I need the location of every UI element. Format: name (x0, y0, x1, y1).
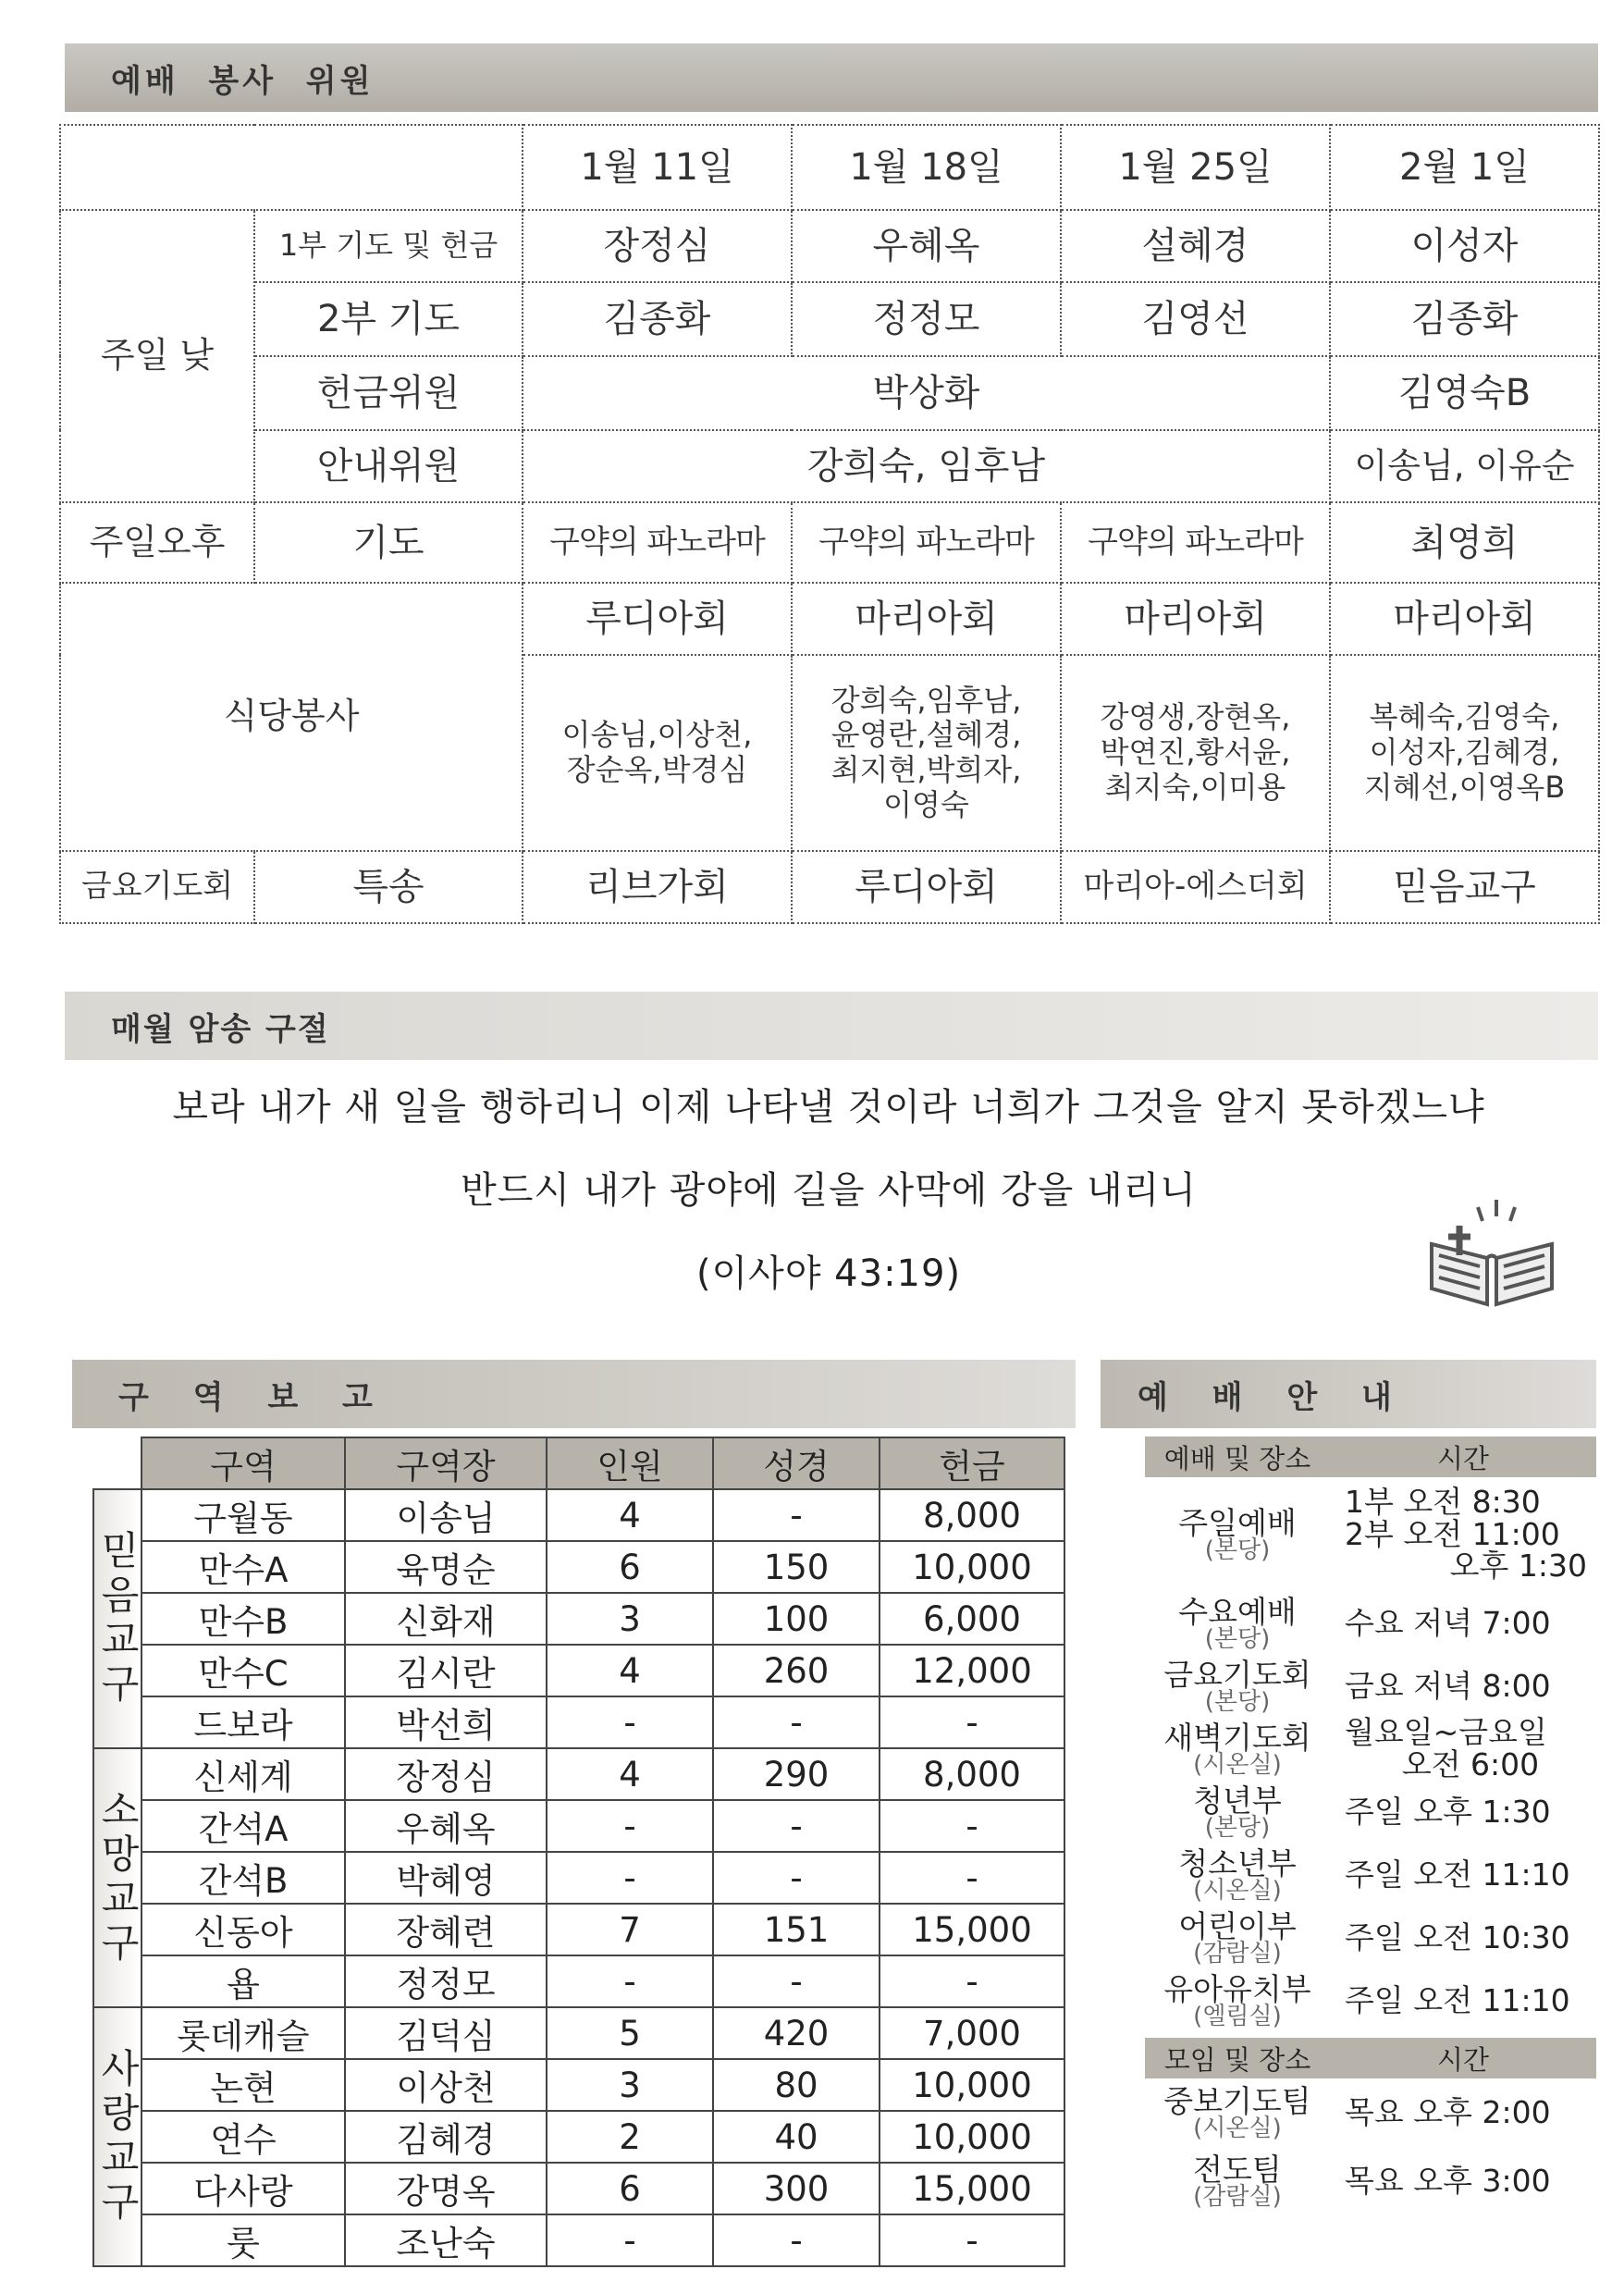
table-row: 논현 이상천 3 80 10,000 (93, 2059, 1064, 2111)
bible-icon (1422, 1189, 1561, 1314)
sunday-pm-label: 주일오후 (60, 502, 254, 583)
list-item: 금요기도회 (본당) 금요 저녁 8:00 (1163, 1656, 1551, 1716)
date-1: 1월 11일 (523, 125, 792, 210)
date-4: 2월 1일 (1330, 125, 1599, 210)
prayer1-row (60, 210, 1599, 282)
group-label-faith: 믿음교구 (93, 1489, 141, 1748)
verse-header-text: 매월 암송 구절 (111, 1010, 330, 1048)
friday-label: 금요기도회 (60, 851, 254, 923)
members-cell: 복혜숙,김영숙, 이성자,김혜경, 지혜선,이영옥B (1330, 655, 1599, 851)
name-cell: 박상화 (523, 356, 1330, 430)
name-cell: 설혜경 (1061, 210, 1330, 282)
group-cell: 루디아회 (523, 583, 792, 655)
district-header-text: 구 역 보 고 (118, 1378, 389, 1416)
district-table (92, 1437, 1065, 2267)
members-cell: 강영생,장현옥, 박연진,황서윤, 최지숙,이미용 (1061, 655, 1330, 851)
name-cell: 최영희 (1330, 502, 1599, 583)
group-cell: 마리아회 (1061, 583, 1330, 655)
table-row: 믿음교구 구월동 이송님 4 - 8,000 (93, 1489, 1064, 1541)
name-cell: 이송님, 이유순 (1330, 430, 1599, 502)
table-row: 사랑교구 롯데캐슬 김덕심 5 420 7,000 (93, 2007, 1064, 2059)
table-row: 욥 정정모 - - - (93, 1955, 1064, 2007)
service-header-text: 예배 봉사 위원 (111, 62, 375, 100)
verse-reference: (이사야 43:19) (695, 1252, 962, 1295)
name-cell: 루디아회 (792, 851, 1061, 923)
usher-row (60, 430, 1599, 502)
role-label: 기도 (254, 502, 523, 583)
meeting-col-header: 모임 및 장소 시간 (1145, 2038, 1596, 2078)
sunday-day-label: 주일 낮 (60, 210, 254, 502)
service-table (59, 124, 1600, 924)
group-cell: 마리아회 (1330, 583, 1599, 655)
list-item: 중보기도팀 (시온실) 목요 오후 2:00 (1163, 2082, 1551, 2142)
list-item: 전도팀 (감람실) 목요 오후 3:00 (1193, 2151, 1551, 2211)
offering-row (60, 356, 1599, 430)
col-district: 구역 (141, 1437, 345, 1489)
district-header-row (93, 1437, 1064, 1489)
table-row: 만수B 신화재 3 100 6,000 (93, 1593, 1064, 1645)
date-3: 1월 25일 (1061, 125, 1330, 210)
friday-row (60, 851, 1599, 923)
role-label: 특송 (254, 851, 523, 923)
table-row: 간석B 박혜영 - - - (93, 1852, 1064, 1904)
date-2: 1월 18일 (792, 125, 1061, 210)
name-cell: 우혜옥 (792, 210, 1061, 282)
guide-col-header: 예배 및 장소 시간 (1145, 1437, 1596, 1477)
meeting-guide (1145, 2038, 1596, 2215)
list-item: 청소년부 (시온실) 주일 오전 11:10 (1178, 1844, 1570, 1905)
sunday-pm-row (60, 502, 1599, 583)
name-cell: 정정모 (792, 282, 1061, 356)
list-item: 청년부 (본당) 주일 오후 1:30 (1193, 1782, 1551, 1842)
kitchen-label: 식당봉사 (60, 583, 523, 851)
verse-line-2: 반드시 내가 광야에 길을 사막에 강을 내리니 (461, 1169, 1197, 1212)
table-row: 연수 김혜경 2 40 10,000 (93, 2111, 1064, 2163)
table-row: 만수C 김시란 4 260 12,000 (93, 1645, 1064, 1696)
name-cell: 김영숙B (1330, 356, 1599, 430)
district-header (72, 1360, 1076, 1428)
role-label: 안내위원 (254, 430, 523, 502)
name-cell: 구약의 파노라마 (792, 502, 1061, 583)
group-label-love: 사랑교구 (93, 2007, 141, 2266)
prayer2-row (60, 282, 1599, 356)
role-label: 헌금위원 (254, 356, 523, 430)
role-label: 1부 기도 및 헌금 (254, 210, 523, 282)
table-row: 소망교구 신세계 장정심 4 290 8,000 (93, 1748, 1064, 1800)
verse-header (65, 992, 1598, 1060)
col-offering: 헌금 (880, 1437, 1064, 1489)
table-row: 드보라 박선희 - - - (93, 1696, 1064, 1748)
name-cell: 리브가회 (523, 851, 792, 923)
role-label: 2부 기도 (254, 282, 523, 356)
table-row: 다사랑 강명옥 6 300 15,000 (93, 2163, 1064, 2214)
table-row: 간석A 우혜옥 - - - (93, 1800, 1064, 1852)
name-cell: 믿음교구 (1330, 851, 1599, 923)
date-row (60, 125, 1599, 210)
name-cell: 강희숙, 임후남 (523, 430, 1330, 502)
members-cell: 이송님,이상천, 장순옥,박경심 (523, 655, 792, 851)
col-members: 인원 (547, 1437, 713, 1489)
worship-guide (1145, 1437, 1596, 2032)
guide-header (1101, 1360, 1596, 1428)
group-label-hope: 소망교구 (93, 1748, 141, 2007)
verse-line-1: 보라 내가 새 일을 행하리니 이제 나타낼 것이라 너희가 그것을 알지 못하겠느냐 (172, 1086, 1485, 1128)
list-item: 어린이부 (감람실) 주일 오전 10:30 (1178, 1907, 1570, 1967)
members-cell: 강희숙,임후남, 윤영란,설혜경, 최지현,박희자, 이영숙 (792, 655, 1061, 851)
list-item: 주일예배 (본당) 1부 오전 8:30 2부 오전 11:00 오후 1:30 (1178, 1484, 1587, 1585)
kitchen-group-row (60, 583, 1599, 655)
table-row: 신동아 장혜련 7 151 15,000 (93, 1904, 1064, 1955)
guide-header-text: 예 배 안 내 (1138, 1378, 1409, 1416)
name-cell: 마리아-에스더회 (1061, 851, 1330, 923)
name-cell: 김영선 (1061, 282, 1330, 356)
table-row: 룻 조난숙 - - - (93, 2214, 1064, 2266)
col-bible: 성경 (713, 1437, 880, 1489)
group-cell: 마리아회 (792, 583, 1061, 655)
name-cell: 구약의 파노라마 (523, 502, 792, 583)
name-cell: 이성자 (1330, 210, 1599, 282)
name-cell: 김종화 (523, 282, 792, 356)
col-leader: 구역장 (345, 1437, 547, 1489)
name-cell: 구약의 파노라마 (1061, 502, 1330, 583)
list-item: 유아유치부 (엘림실) 주일 오전 11:10 (1163, 1970, 1570, 2030)
name-cell: 장정심 (523, 210, 792, 282)
service-header (65, 43, 1598, 112)
name-cell: 김종화 (1330, 282, 1599, 356)
list-item: 수요예배 (본당) 수요 저녁 7:00 (1178, 1593, 1551, 1653)
table-row: 만수A 육명순 6 150 10,000 (93, 1541, 1064, 1593)
list-item: 새벽기도회 (시온실) 월요일~금요일 오전 6:00 (1163, 1714, 1547, 1782)
